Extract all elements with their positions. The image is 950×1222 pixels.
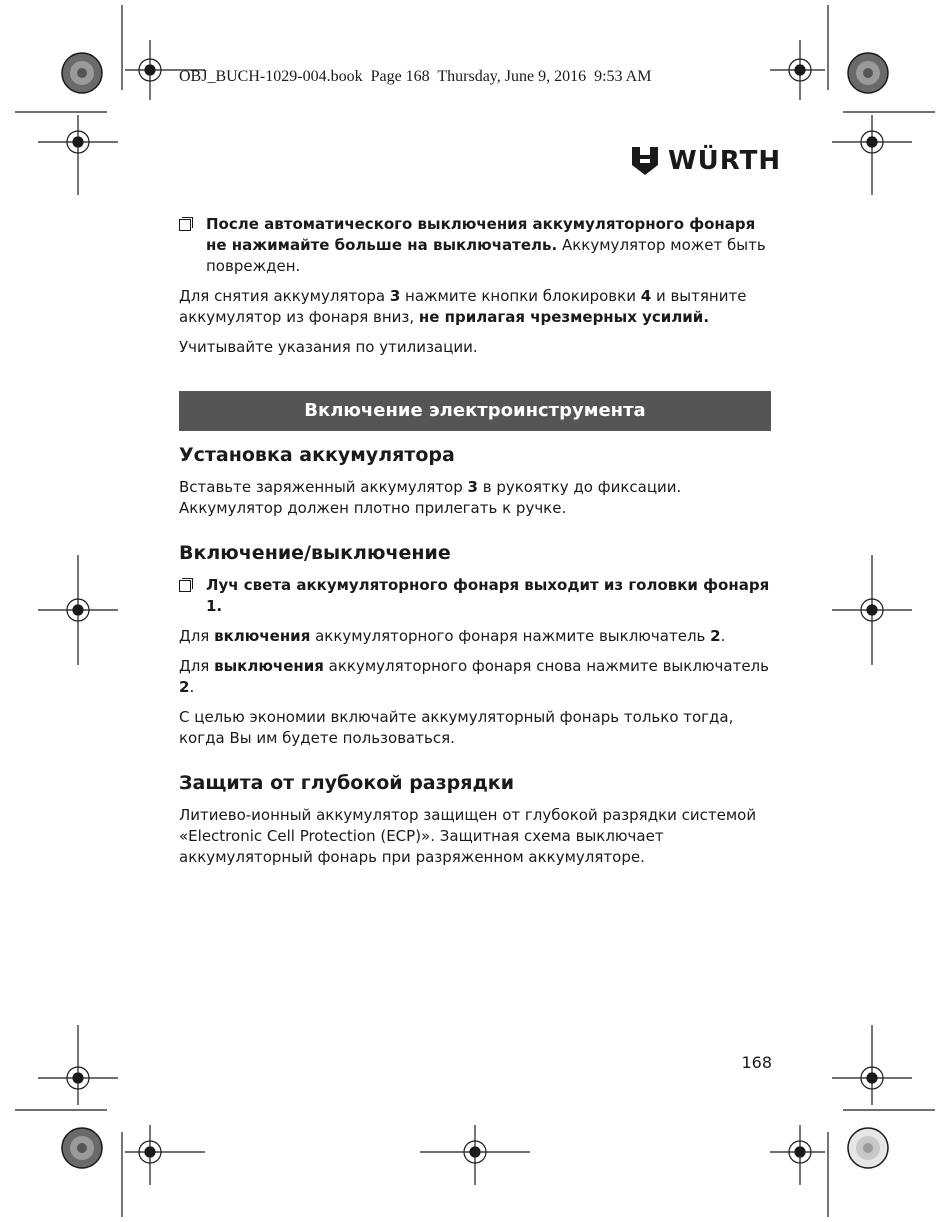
registration-mark-bottom-center	[420, 1125, 530, 1185]
note-light-beam	[179, 575, 771, 617]
star-target-top-right	[848, 53, 888, 93]
paragraph-economy: С целью экономии включайте аккумуляторный фонарь только тогда, когда Вы им будете пользоваться.	[179, 708, 734, 747]
registration-mark-left-bottom	[38, 1025, 118, 1105]
heading-deep-discharge: Защита от глубокой разрядки	[179, 772, 515, 794]
paragraph-switch-on: Для включения аккумуляторного фонаря нажмите выключатель 2.	[179, 627, 726, 645]
wurth-logo-icon	[630, 145, 660, 177]
wurth-logo	[630, 145, 781, 177]
paragraph-deep-discharge: Литиево-ионный аккумулятор защищен от глубокой разрядки системой «Electronic Cell Protection (ECP)». Защитная схема выключает аккумуляторный фонарь при разряженном аккумуляторе.	[179, 806, 757, 866]
page-number: 168	[741, 1053, 772, 1072]
paragraph-install-battery: Вставьте заряженный аккумулятор 3 в рукоятку до фиксации. Аккумулятор должен плотно прилегать к ручке.	[179, 478, 682, 517]
registration-mark-bottom-right	[770, 1125, 825, 1185]
registration-mark-left-mid	[38, 555, 118, 665]
registration-mark-right-bottom	[832, 1025, 912, 1105]
note-auto-off	[179, 214, 771, 277]
registration-mark-right-top	[832, 115, 912, 195]
note-bold-text: Луч света аккумуляторного фонаря выходит из головки фонаря 1.	[206, 576, 770, 615]
note-text: Аккумулятор может быть поврежден.	[206, 236, 766, 275]
document-body	[179, 214, 771, 877]
logo-text: WÜRTH	[668, 146, 782, 176]
star-target-top-left	[62, 53, 102, 93]
print-header: OBJ_BUCH-1029-004.book Page 168 Thursday, June 9, 2016 9:53 AM	[179, 68, 652, 85]
star-target-bottom-left	[62, 1128, 102, 1168]
registration-mark-bottom-left	[125, 1125, 205, 1185]
note-checkbox-icon	[179, 580, 191, 592]
paragraph-disposal: Учитывайте указания по утилизации.	[179, 338, 478, 356]
heading-on-off: Включение/выключение	[179, 542, 451, 564]
note-bold-text: После автоматического выключения аккумуляторного фонаря не нажимайте больше на выключатель.	[206, 215, 756, 254]
registration-mark-right-mid	[832, 555, 912, 665]
registration-mark-top-right	[770, 40, 825, 100]
star-target-bottom-right	[848, 1128, 888, 1168]
section-title-bar: Включение электроинструмента	[179, 391, 771, 431]
registration-mark-left-top	[38, 115, 118, 195]
paragraph-switch-off: Для выключения аккумуляторного фонаря снова нажмите выключатель 2.	[179, 657, 769, 696]
heading-install-battery: Установка аккумулятора	[179, 444, 455, 466]
paragraph-battery-removal: Для снятия аккумулятора 3 нажмите кнопки блокировки 4 и вытяните аккумулятор из фонаря вниз, не прилагая чрезмерных усилий.	[179, 287, 747, 326]
note-checkbox-icon	[179, 219, 191, 231]
